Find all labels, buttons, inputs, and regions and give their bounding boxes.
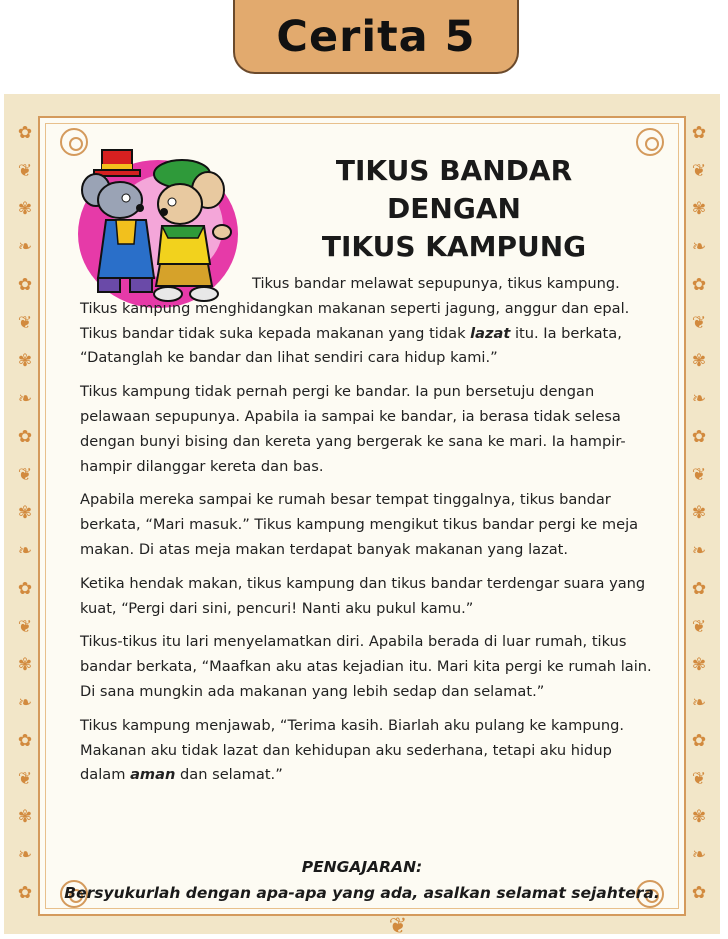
- story-title-line-2: DENGAN: [387, 192, 521, 225]
- story-title-line-3: TIKUS KAMPUNG: [321, 230, 587, 263]
- corner-ornament-icon: [636, 880, 664, 908]
- corner-ornament-icon: [636, 128, 664, 156]
- lesson-heading: PENGAJARAN:: [301, 858, 423, 876]
- paragraph-6: [80, 714, 652, 788]
- paragraph-3: Apabila mereka sampai ke rumah besar tempat tinggalnya, tikus bandar berkata, “Mari masuk.” Tikus kampung mengikut tikus bandar pergi ke meja makan. Di atas meja makan terdapat banyak makanan yang lazat.: [80, 491, 639, 558]
- lesson-text: Bersyukurlah dengan apa-apa yang ada, asalkan selamat sejahtera.: [64, 884, 660, 902]
- keyword-lazat: lazat: [470, 324, 511, 342]
- keyword-aman: aman: [130, 766, 176, 784]
- bottom-flourish-icon: ❦: [388, 914, 408, 939]
- story-page: [4, 94, 720, 939]
- paragraph-1: [80, 272, 652, 371]
- story-body: [80, 272, 652, 797]
- floral-vine-left-icon: ✿ ❦ ✾ ❧ ✿ ❦ ✾ ❧ ✿ ❦ ✾ ❧ ✿ ❦ ✾ ❧ ✿ ❦ ✾ ❧ ✿: [17, 123, 33, 903]
- paragraph-1-text-a: Tikus bandar melawat sepupunya, tikus kampung. Tikus kampung menghidangkan makanan seperti jagung, anggur dan epal. Tikus bandar tidak suka kepada makanan yang tidak: [80, 275, 630, 342]
- paragraph-6-text-b: dan selamat.”: [175, 766, 283, 784]
- story-title-line-1: TIKUS BANDAR: [335, 154, 573, 187]
- story-number-tab: [233, 0, 519, 74]
- paragraph-5: Tikus-tikus itu lari menyelamatkan diri. Apabila berada di luar rumah, tikus bandar berkata, “Maafkan aku atas kejadian itu. Mari kita pergi ke rumah lain. Di sana mungkin ada makanan yang lebih sedap dan selamat.”: [80, 633, 652, 700]
- paragraph-6-text-a: Tikus kampung menjawab, “Terima kasih. Biarlah aku pulang ke kampung. Makanan aku tidak lazat dan kehidupan aku sederhana, tetapi aku hidup dalam: [80, 716, 624, 784]
- paragraph-1-text-b: itu. Ia berkata, “Datanglah ke bandar dan lihat sendiri cara hidup kami.”: [80, 324, 622, 367]
- story-title: [284, 152, 624, 266]
- story-number-title: Cerita 5: [276, 12, 476, 62]
- floral-vine-right-icon: ✿ ❦ ✾ ❧ ✿ ❦ ✾ ❧ ✿ ❦ ✾ ❧ ✿ ❦ ✾ ❧ ✿ ❦ ✾ ❧ ✿: [691, 123, 707, 903]
- paragraph-4: Ketika hendak makan, tikus kampung dan tikus bandar terdengar suara yang kuat, “Pergi dari sini, pencuri! Nanti aku pukul kamu.”: [80, 574, 646, 617]
- corner-ornament-icon: [60, 880, 88, 908]
- paragraph-2: Tikus kampung tidak pernah pergi ke bandar. Ia pun bersetuju dengan pelawaan sepupunya. Apabila ia sampai ke bandar, ia berasa tidak selesa dengan bunyi bising dan kereta yang bergerak ke sana ke mari. Ia hampir-hampir dilanggar kereta dan bas.: [80, 383, 626, 475]
